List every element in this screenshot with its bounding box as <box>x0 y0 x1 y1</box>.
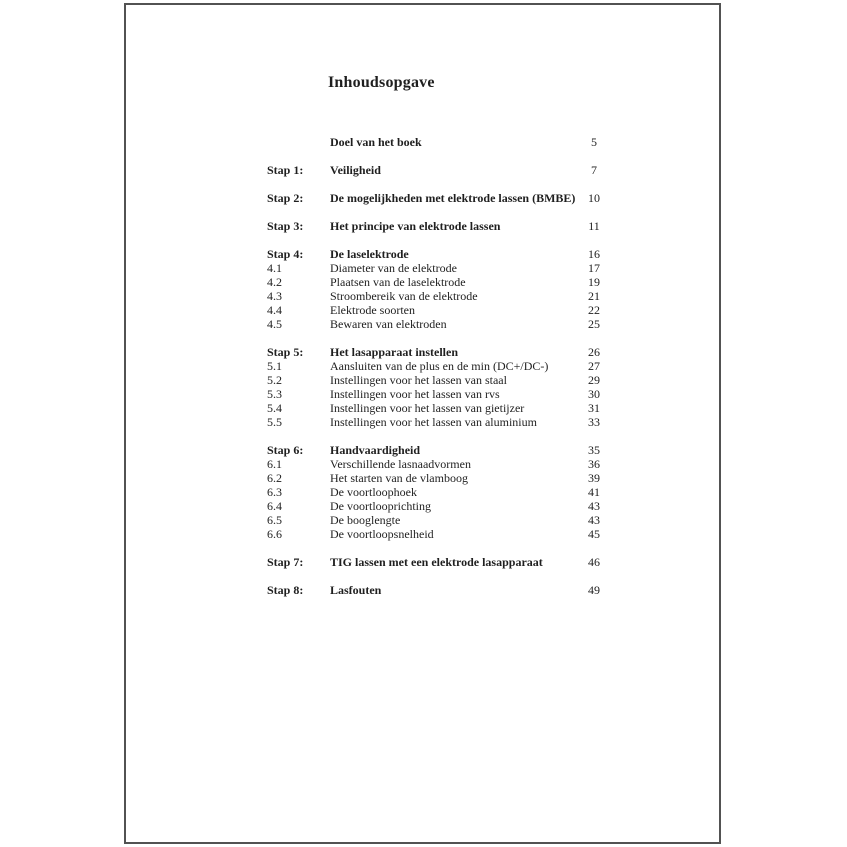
toc-row-title: Doel van het boek <box>330 135 422 149</box>
toc-row-label: Stap 1: <box>267 163 304 177</box>
toc-row-page: 27 <box>588 359 600 373</box>
toc-row-label: 4.1 <box>267 261 282 275</box>
toc-row-title: De voortlooprichting <box>330 499 431 513</box>
toc-row-page: 39 <box>588 471 600 485</box>
toc-row-page: 25 <box>588 317 600 331</box>
toc-row-label: 6.5 <box>267 513 282 527</box>
toc-row-label: 5.3 <box>267 387 282 401</box>
toc-row-label: Stap 3: <box>267 219 304 233</box>
toc-row-title: Het principe van elektrode lassen <box>330 219 501 233</box>
toc-row <box>126 247 719 261</box>
toc-row-page: 7 <box>591 163 597 177</box>
toc-row <box>126 415 719 429</box>
toc-row-title: De voortloophoek <box>330 485 417 499</box>
toc-row <box>126 499 719 513</box>
toc-row-title: Instellingen voor het lassen van aluminium <box>330 415 537 429</box>
toc-row-label: 6.4 <box>267 499 282 513</box>
toc-row-page: 45 <box>588 527 600 541</box>
toc-row-page: 10 <box>588 191 600 205</box>
toc-row-page: 16 <box>588 247 600 261</box>
toc-row-title: Het starten van de vlamboog <box>330 471 468 485</box>
toc-row-label: 5.1 <box>267 359 282 373</box>
toc-row-title: Plaatsen van de laselektrode <box>330 275 466 289</box>
toc-row <box>126 345 719 359</box>
toc-row-page: 31 <box>588 401 600 415</box>
toc-row-title: De laselektrode <box>330 247 409 261</box>
toc-row-title: De booglengte <box>330 513 401 527</box>
toc-row-title: Bewaren van elektroden <box>330 317 447 331</box>
toc-row-label: 6.6 <box>267 527 282 541</box>
toc-row <box>126 135 719 149</box>
toc-row-label: 6.2 <box>267 471 282 485</box>
toc-row <box>126 275 719 289</box>
toc-row <box>126 219 719 233</box>
toc-row-page: 43 <box>588 499 600 513</box>
toc-row-page: 43 <box>588 513 600 527</box>
toc-row-label: 4.4 <box>267 303 282 317</box>
document-page <box>124 3 721 844</box>
toc-row <box>126 555 719 569</box>
toc-row-title: Instellingen voor het lassen van gietijzer <box>330 401 525 415</box>
toc-row <box>126 401 719 415</box>
toc-row-title: Elektrode soorten <box>330 303 415 317</box>
toc-row-label: 4.3 <box>267 289 282 303</box>
toc-row-title: De voortloopsnelheid <box>330 527 434 541</box>
toc-row <box>126 583 719 597</box>
toc-row <box>126 387 719 401</box>
toc-row-label: 5.2 <box>267 373 282 387</box>
toc-row-page: 36 <box>588 457 600 471</box>
toc-row-title: Diameter van de elektrode <box>330 261 457 275</box>
toc-row-page: 22 <box>588 303 600 317</box>
toc-row-page: 46 <box>588 555 600 569</box>
toc-row-label: 5.5 <box>267 415 282 429</box>
toc-row <box>126 471 719 485</box>
toc-row <box>126 373 719 387</box>
toc-row-label: Stap 5: <box>267 345 304 359</box>
toc-row-label: 5.4 <box>267 401 282 415</box>
toc-row-page: 35 <box>588 443 600 457</box>
toc-row-page: 30 <box>588 387 600 401</box>
toc-row-label: 4.2 <box>267 275 282 289</box>
toc-row <box>126 289 719 303</box>
toc-row-title: TIG lassen met een elektrode lasapparaat <box>330 555 543 569</box>
toc-row <box>126 513 719 527</box>
toc-row-label: Stap 8: <box>267 583 304 597</box>
toc-list <box>126 135 719 597</box>
toc-row-page: 41 <box>588 485 600 499</box>
toc-row-title: Stroombereik van de elektrode <box>330 289 478 303</box>
toc-row <box>126 317 719 331</box>
toc-row-page: 19 <box>588 275 600 289</box>
toc-row-title: Lasfouten <box>330 583 382 597</box>
toc-row-label: Stap 6: <box>267 443 304 457</box>
toc-row-page: 11 <box>588 219 600 233</box>
toc-row <box>126 443 719 457</box>
toc-row-title: Instellingen voor het lassen van staal <box>330 373 507 387</box>
page-title: Inhoudsopgave <box>328 74 435 91</box>
toc-row-page: 17 <box>588 261 600 275</box>
toc-row <box>126 191 719 205</box>
toc-row <box>126 359 719 373</box>
toc-row <box>126 303 719 317</box>
toc-row-title: Handvaardigheid <box>330 443 421 457</box>
toc-row-label: 6.1 <box>267 457 282 471</box>
toc-row-label: 6.3 <box>267 485 282 499</box>
toc-row-page: 49 <box>588 583 600 597</box>
toc-row-title: Instellingen voor het lassen van rvs <box>330 387 500 401</box>
toc-row-title: Aansluiten van de plus en de min (DC+/DC-) <box>330 359 549 373</box>
toc-row-label: Stap 7: <box>267 555 304 569</box>
toc-row-page: 33 <box>588 415 600 429</box>
toc-row-title: Verschillende lasnaadvormen <box>330 457 471 471</box>
toc-row-title: De mogelijkheden met elektrode lassen (BMBE) <box>330 191 576 205</box>
toc-row-title: Het lasapparaat instellen <box>330 345 458 359</box>
toc-row-label: 4.5 <box>267 317 282 331</box>
toc-row-label: Stap 4: <box>267 247 304 261</box>
toc-row <box>126 485 719 499</box>
toc-row-page: 29 <box>588 373 600 387</box>
toc-row-title: Veiligheid <box>330 163 381 177</box>
toc-row <box>126 457 719 471</box>
toc-row-page: 21 <box>588 289 600 303</box>
toc-row-page: 26 <box>588 345 600 359</box>
toc-row-page: 5 <box>591 135 597 149</box>
toc-row-label: Stap 2: <box>267 191 304 205</box>
toc-row <box>126 163 719 177</box>
toc-row <box>126 261 719 275</box>
toc-row <box>126 527 719 541</box>
